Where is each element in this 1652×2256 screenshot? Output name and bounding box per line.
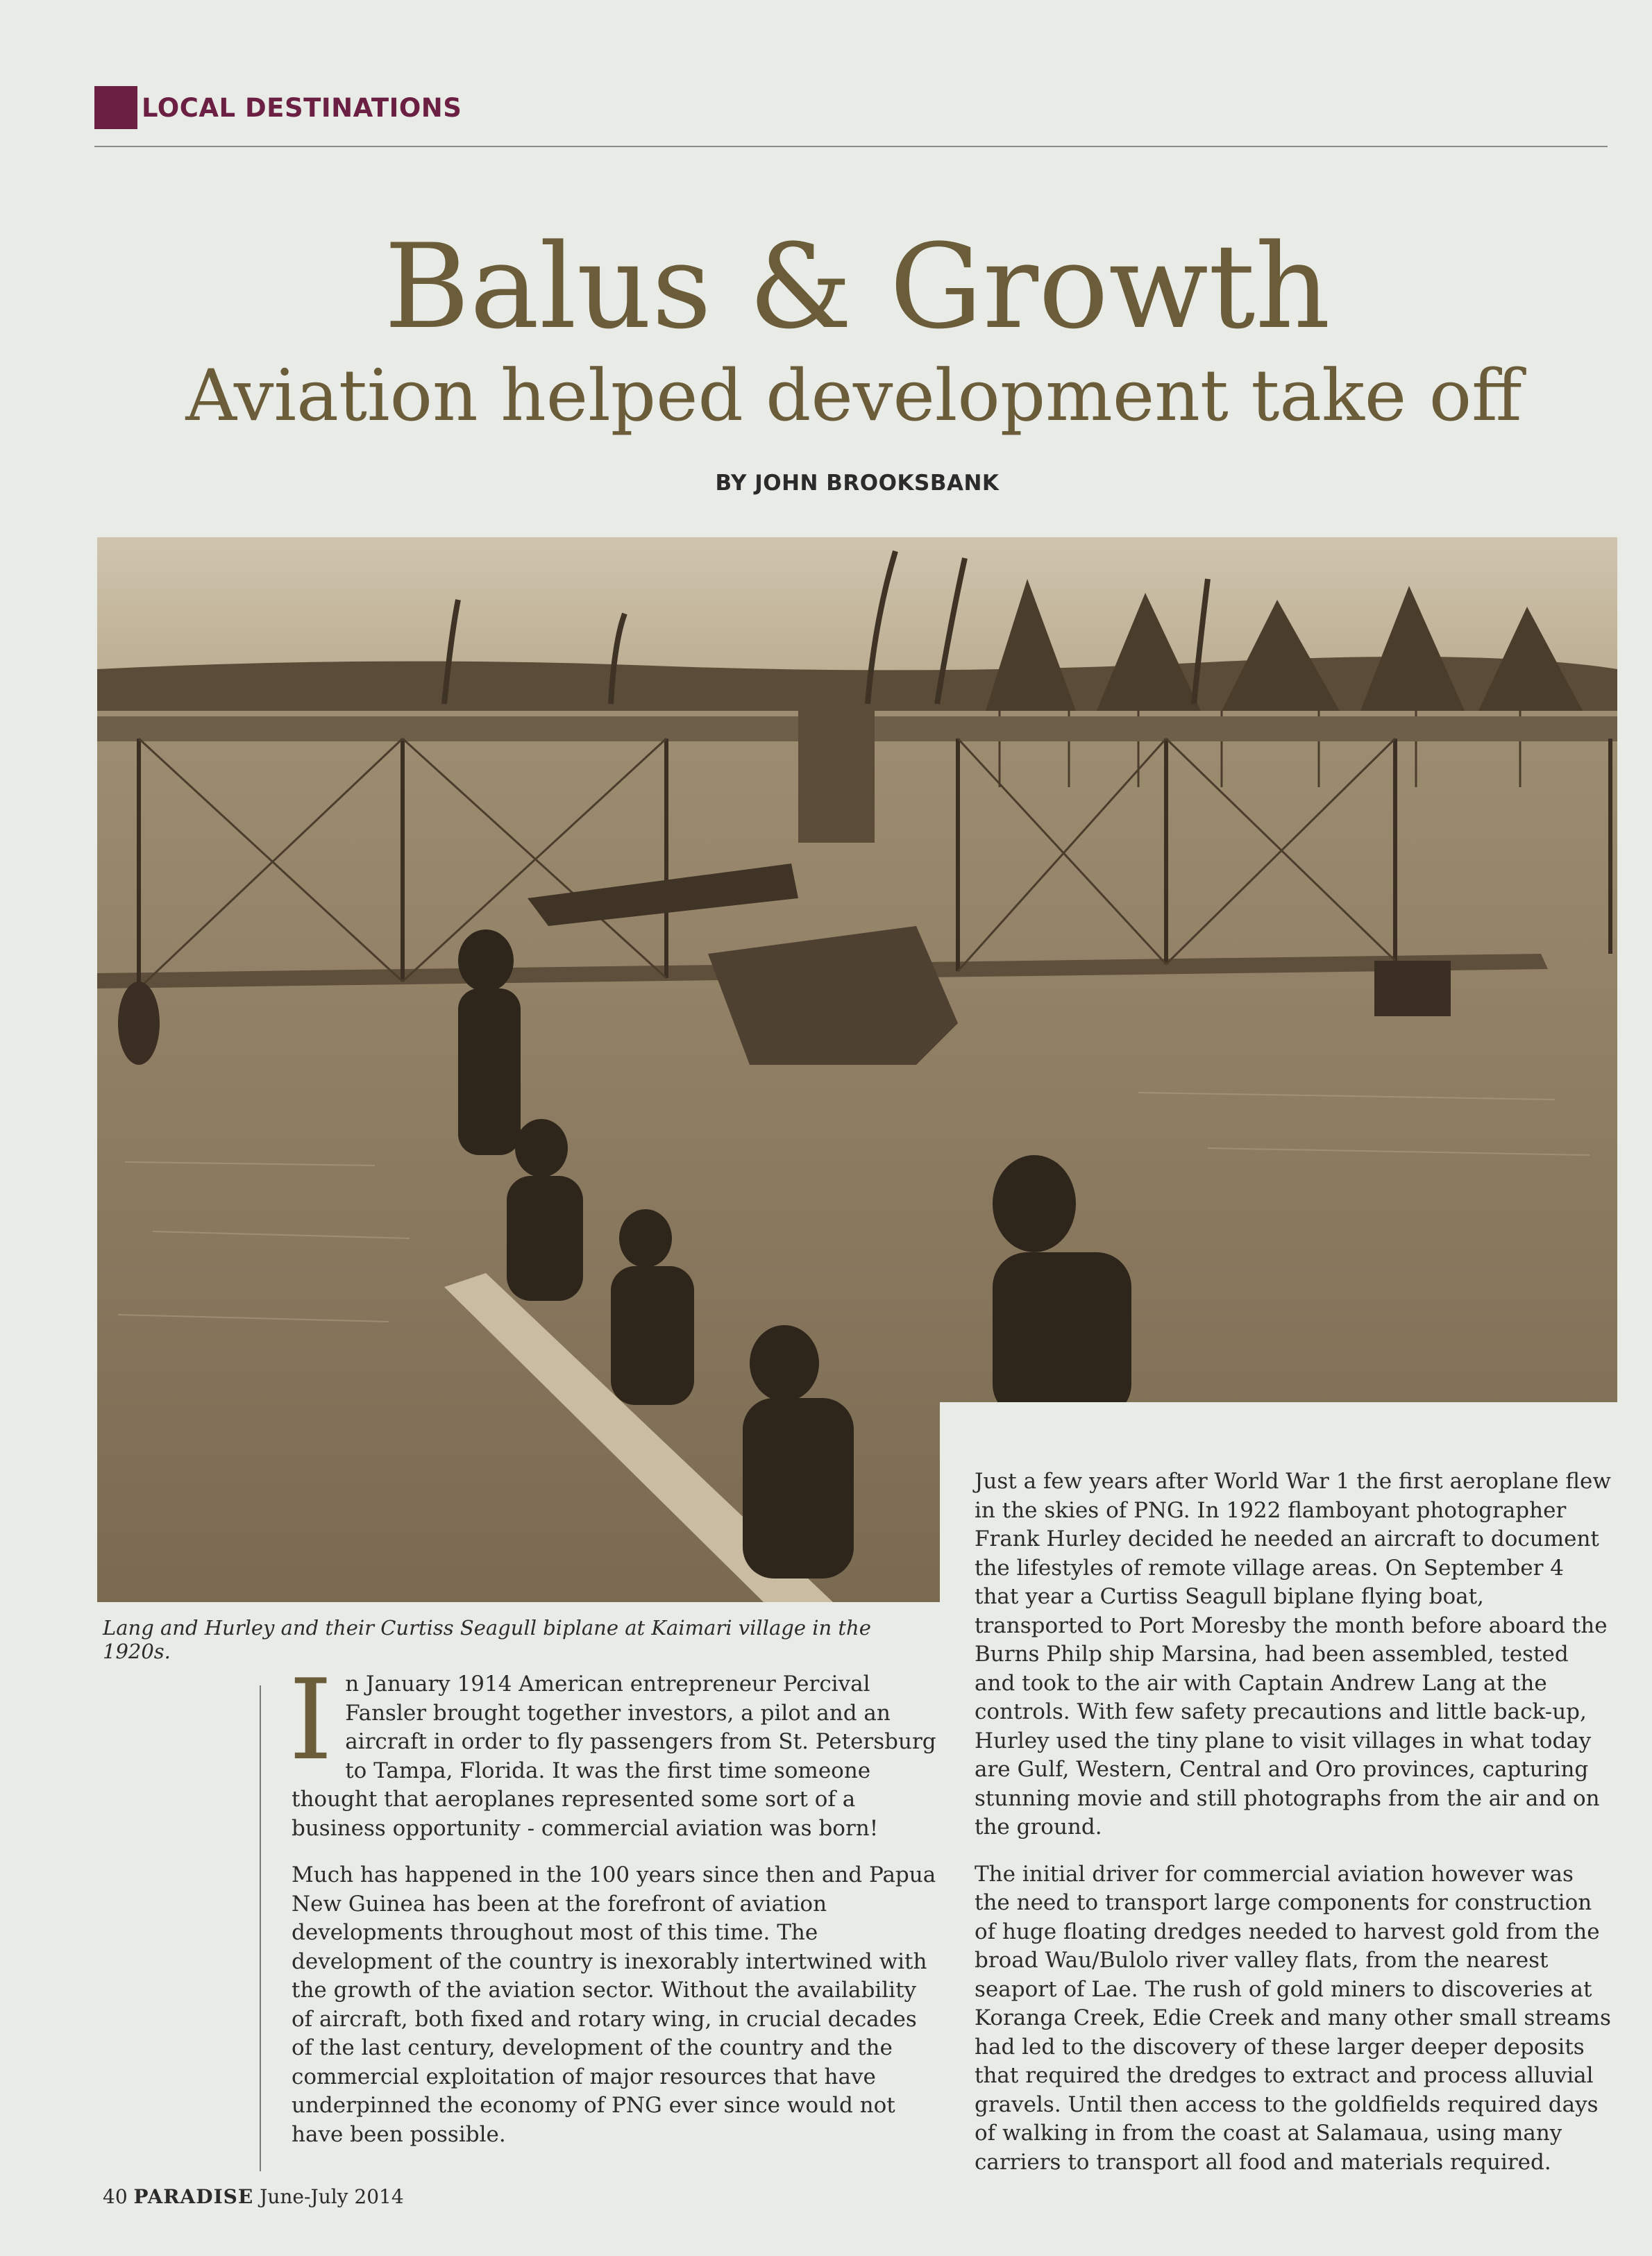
article-subtitle: Aviation helped development take off xyxy=(185,355,1522,437)
paragraph-intro xyxy=(289,1655,937,1843)
article-column-left xyxy=(289,1655,937,2167)
article-byline: BY JOHN BROOKSBANK xyxy=(715,471,1000,496)
paragraph-first-flight: Just a few years after World War 1 the first aeroplane flew in the skies of PNG. In 1922 flamboyant photographer Frank Hurley decided he needed an aircraft to document the lifestyles of remote village areas. On September 4 that year a Curtiss Seagull biplane flying boat, transported to Port Moresby the month before aboard the Burns Philp ship Marsina, had been assembled, tested and took to the air with Captain Andrew Lang at the controls. With few safety precautions and little back-up, Hurley used the tiny plane to visit villages in what today are Gulf, Western, Central and Oro provinces, capturing stunning movie and still photographs from the air and on the ground. xyxy=(975,1469,1611,1840)
article-title: Balus & Growth xyxy=(384,219,1331,355)
issue-date: June-July 2014 xyxy=(260,2185,404,2208)
article-column-right xyxy=(975,1467,1613,2195)
page-footer xyxy=(103,2185,404,2208)
column-rule xyxy=(260,1685,261,2171)
section-label: LOCAL DESTINATIONS xyxy=(142,93,462,123)
photo-caption: Lang and Hurley and their Curtiss Seagull biplane at Kaimari village in the 1920s. xyxy=(103,1616,871,1663)
magazine-name: PARADISE xyxy=(133,2185,254,2208)
drop-cap: I xyxy=(289,1655,333,1785)
paragraph-history: Much has happened in the 100 years since then and Papua New Guinea has been at the forefront of aviation developments throughout most of this time. The development of the country is inexorably intertwined with the growth of the aviation sector. Without the availability of aircraft, both fixed and rotary wing, in crucial decades of the last century, development of the country and the commercial exploitation of major resources that have underpinned the economy of PNG ever since would not have been possible. xyxy=(292,1862,936,2147)
section-color-block xyxy=(94,86,137,129)
page-number: 40 xyxy=(103,2185,128,2208)
paragraph-gold-dredges: The initial driver for commercial aviation however was the need to transport large components for construction of huge floating dredges needed to harvest gold from the broad Wau/Bulolo river valley flats, from the nearest seaport of Lae. The rush of gold miners to discoveries at Koranga Creek, Edie Creek and many other small streams had led to the discovery of these larger deeper deposits that required the dredges to extract and process alluvial gravels. Until then access to the goldfields required days of walking in from the coast at Salamaua, using many carriers to transport all food and materials required. xyxy=(975,1861,1611,2175)
paragraph-intro-text: n January 1914 American entrepreneur Percival Fansler brought together investors, a pilot and an aircraft in order to fly passengers from St. Petersburg to Tampa, Florida. It was the first time someone thought that aeroplanes represented some sort of a business opportunity - commercial aviation was born! xyxy=(292,1672,936,1841)
section-divider xyxy=(94,146,1608,147)
